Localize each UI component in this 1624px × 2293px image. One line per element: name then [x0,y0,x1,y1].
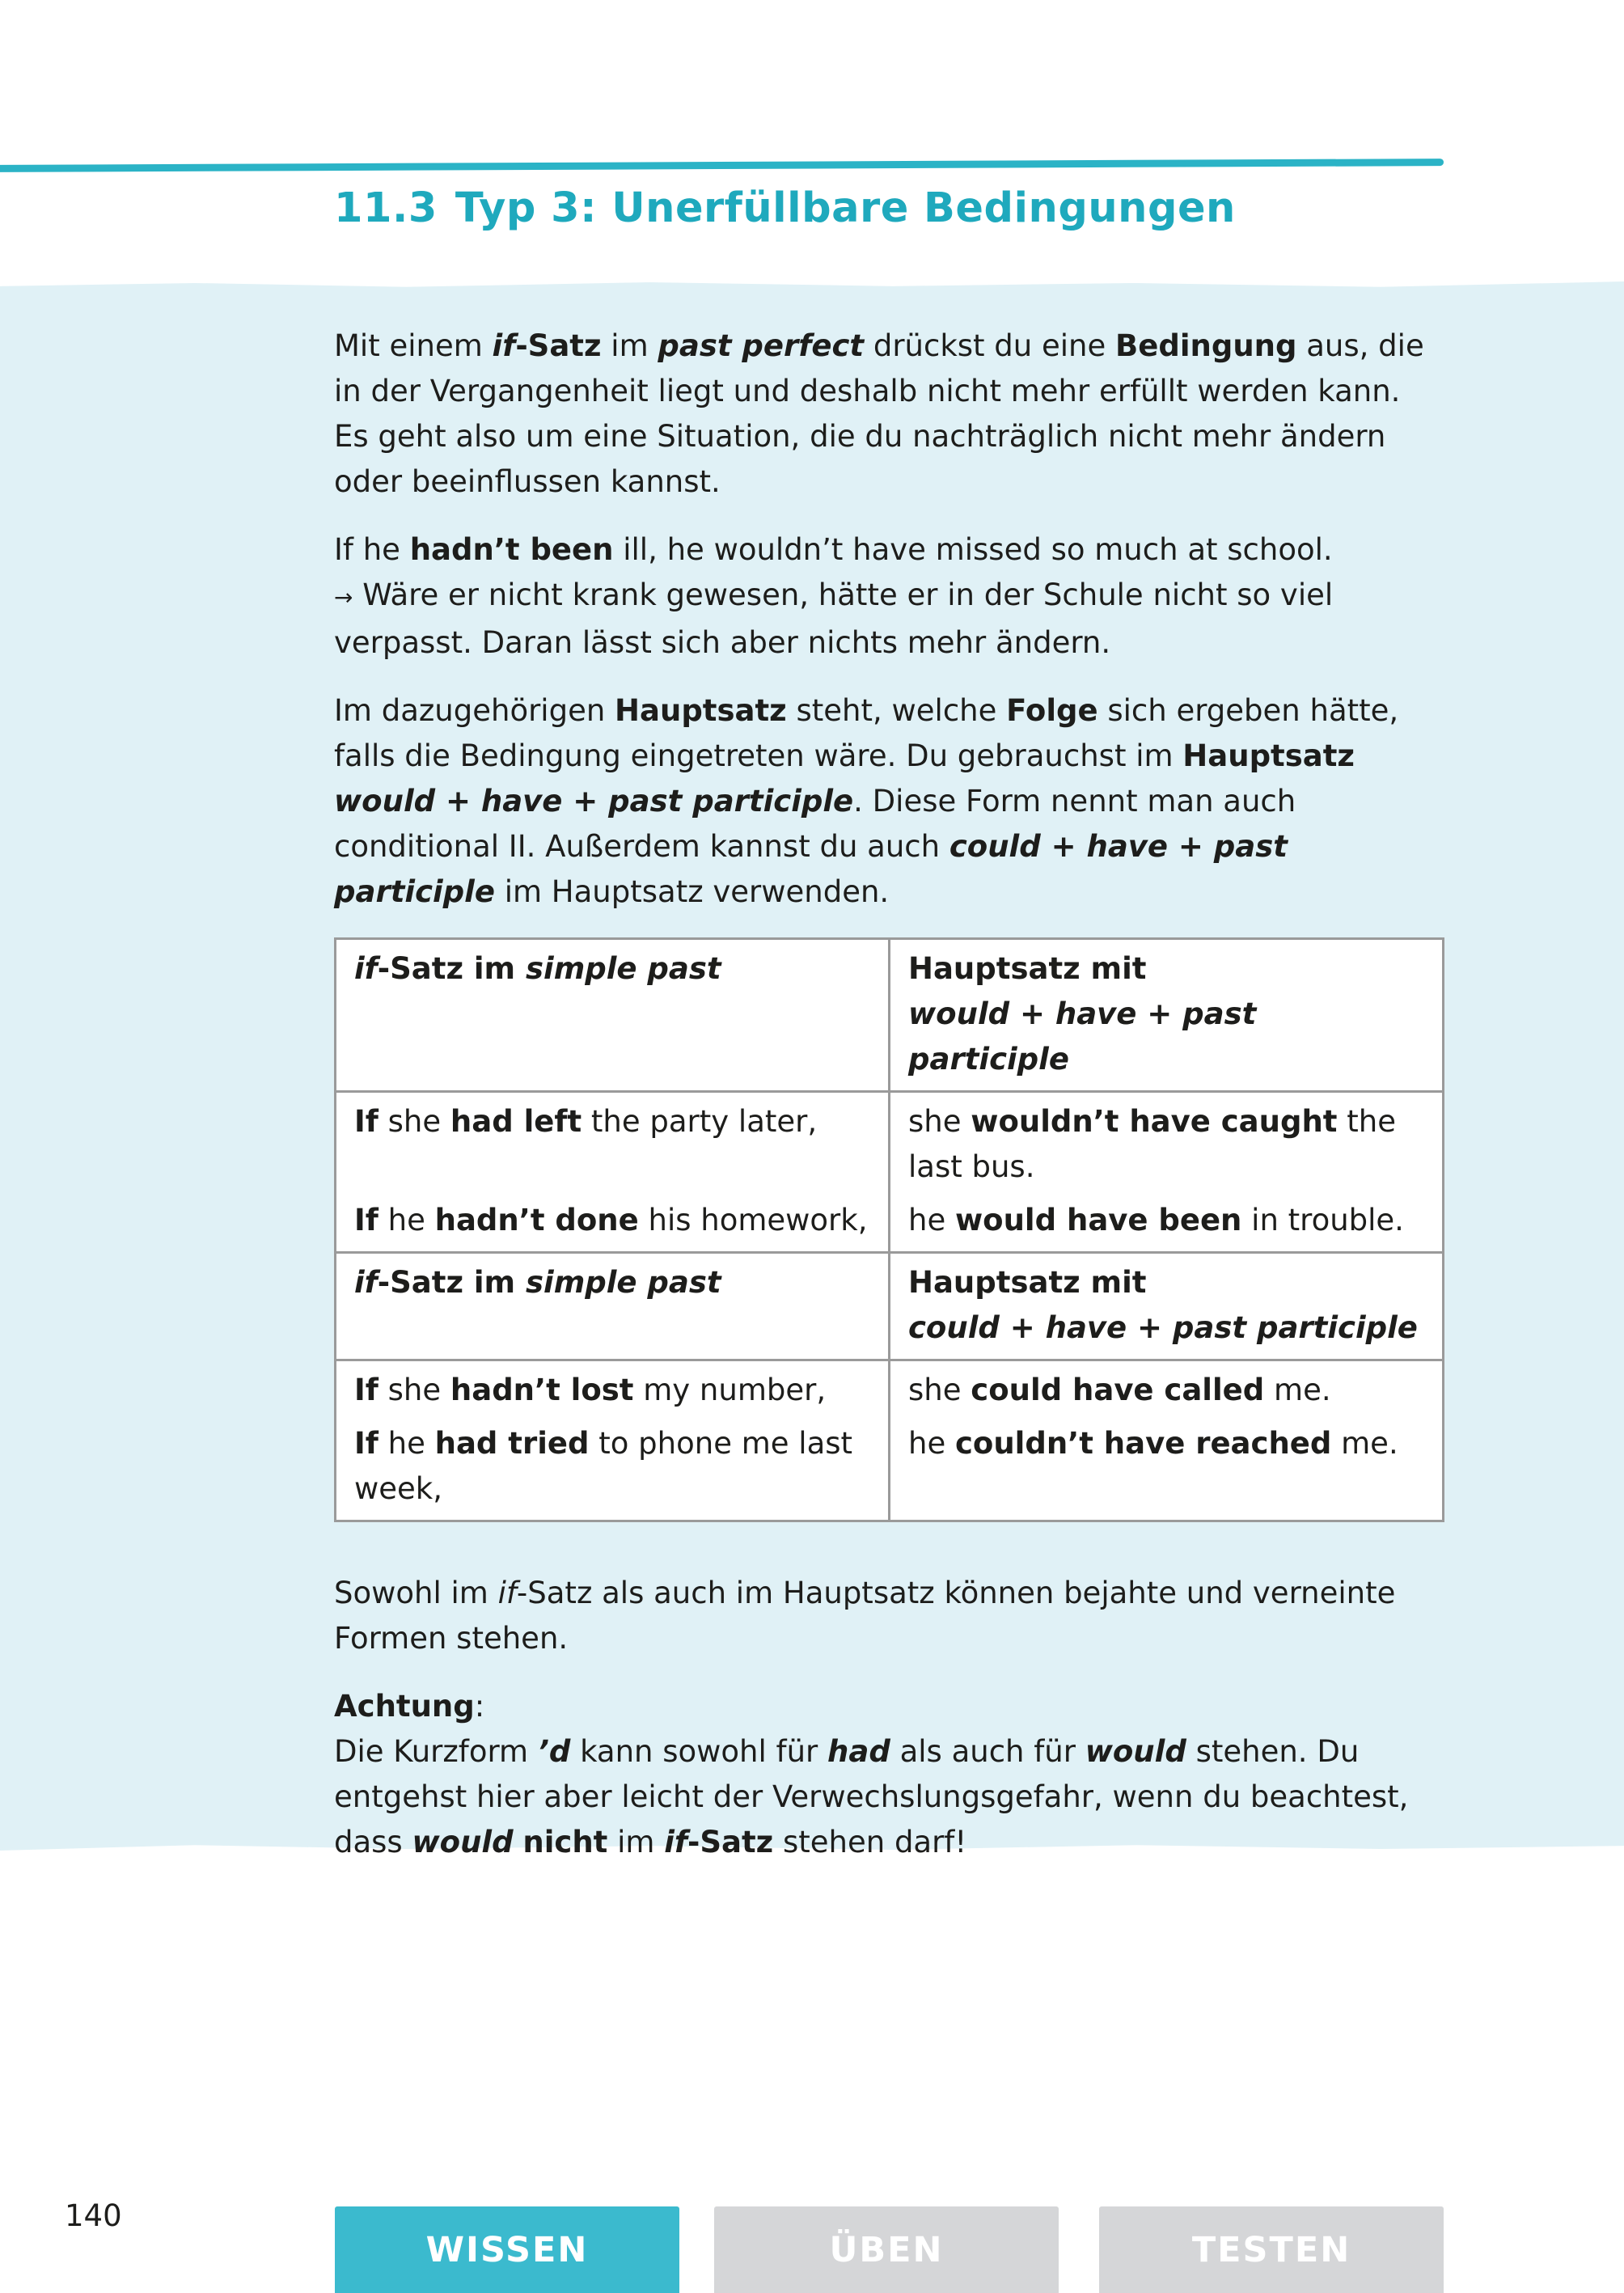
term: Hauptsatz [615,693,787,728]
term: past perfect [658,328,865,363]
term: couldn’t have reached [954,1426,1332,1461]
text: drückst du eine [864,328,1116,363]
term: Bedingung [1115,328,1297,363]
table-cell [336,1092,890,1199]
term: Folge [1006,693,1098,728]
text: im Hauptsatz verwenden. [494,874,890,909]
forms-paragraph [334,1571,1442,1661]
arrow-icon: → [334,584,353,611]
text: kann sowohl für [570,1734,828,1769]
table-row [336,1421,1444,1521]
tab-wissen[interactable]: WISSEN [335,2206,679,2293]
text: -Satz im [377,951,526,986]
term: would [412,1825,514,1859]
text: aus, die in der Vergangenheit liegt und deshalb nicht mehr erfüllt werden kann. Es geht also um eine Situation, die du nachträglich nicht mehr ändern oder beeinflussen kannst. [334,328,1424,499]
term: hadn’t been [409,532,614,567]
term: had [827,1734,890,1769]
table-header-cell [890,1253,1444,1360]
term: could have called [971,1373,1265,1407]
text: in trouble. [1241,1203,1404,1237]
term: ’d [537,1734,571,1769]
main-clause-paragraph [334,688,1442,915]
table-header-row [336,1253,1444,1360]
text: stehen darf! [773,1825,967,1859]
term: could + have + past participle [334,829,1288,909]
tab-testen[interactable]: TESTEN [1099,2206,1444,2293]
table-cell [890,1092,1444,1199]
term: could + have + past participle [908,1310,1418,1345]
text: Im dazugehörigen [334,693,615,728]
text: Sowohl im [334,1576,498,1610]
table-cell [890,1360,1444,1422]
text: : [474,1689,485,1724]
term: if [664,1825,687,1859]
example-paragraph [334,527,1442,666]
table-cell [336,1198,890,1253]
table-cell [336,1421,890,1521]
term: had left [450,1104,582,1139]
text: the party later, [582,1104,818,1139]
term: If [354,1104,379,1139]
section-heading [334,184,1236,232]
term: if [497,1576,517,1610]
table-cell [890,1421,1444,1521]
term: would + have + past participle [908,996,1257,1077]
term: if [354,1265,378,1300]
term: Hauptsatz [1182,738,1355,773]
table-header-cell [890,939,1444,1092]
section-title: Typ 3: Unerfüllbare Bedingungen [455,184,1236,232]
term: nicht [522,1825,608,1859]
term: hadn’t lost [450,1373,634,1407]
table-header-cell [336,1253,890,1360]
intro-paragraph [334,324,1442,505]
term: would + have + past participle [334,784,854,819]
table-row [336,1198,1444,1253]
text: she [378,1373,450,1407]
note-paragraph [334,1684,1442,1865]
text: he [378,1203,435,1237]
text: my number, [633,1373,827,1407]
note-label: Achtung [334,1689,475,1724]
content-area [334,324,1442,1888]
text: als auch für [890,1734,1085,1769]
table-row [336,1360,1444,1422]
text: Hauptsatz mit [908,1265,1147,1300]
text: he [378,1426,435,1461]
text: the last bus. [908,1104,1396,1184]
table-header-cell [336,939,890,1092]
term: hadn’t done [434,1203,639,1237]
term: if [492,328,516,363]
term: if [354,951,378,986]
text: . Diese Form nennt man auch conditional II. Außerdem kannst du auch [334,784,1296,864]
tab-ueben[interactable]: ÜBEN [714,2206,1059,2293]
conditional-table [334,937,1444,1522]
term: If [354,1373,379,1407]
table-header-row [336,939,1444,1092]
page-number: 140 [65,2198,122,2233]
text: he [908,1426,955,1461]
text: Die Kurzform [334,1734,538,1769]
top-rule [0,159,1444,172]
text: steht, welche [786,693,1007,728]
term: had tried [434,1426,590,1461]
text: ill, he wouldn’t have missed so much at school. [613,532,1333,567]
text [514,1825,523,1859]
text: Hauptsatz mit [908,951,1147,986]
term: would [1085,1734,1186,1769]
text: -Satz als auch im Hauptsatz können bejahte und verneinte Formen stehen. [334,1576,1396,1656]
text: im [601,328,658,363]
table-cell [336,1360,890,1422]
text: If he [334,532,410,567]
text: she [908,1104,971,1139]
text: he [908,1203,955,1237]
text: im [607,1825,665,1859]
text: me. [1331,1426,1398,1461]
text: sich ergeben hätte, falls die Bedingung eingetreten wäre. Du gebrauchst im [334,693,1399,773]
text: Wäre er nicht krank gewesen, hätte er in der Schule nicht so viel verpasst. Daran lässt sich aber nichts mehr ändern. [334,577,1334,660]
text: -Satz im [377,1265,526,1300]
section-number: 11.3 [334,184,438,232]
term: wouldn’t have caught [971,1104,1338,1139]
table-cell [890,1198,1444,1253]
term: would have been [954,1203,1242,1237]
text: she [378,1104,450,1139]
text: to phone me last week, [354,1426,853,1506]
text: stehen. Du entgehst hier aber leicht der Verwechslungsgefahr, wenn du beachtest, dass [334,1734,1409,1859]
table-row [336,1092,1444,1199]
term: -Satz [687,1825,774,1859]
text: she [908,1373,971,1407]
term: simple past [525,1265,721,1300]
term: -Satz [515,328,602,363]
term: simple past [525,951,721,986]
text: his homework, [638,1203,868,1237]
term: If [354,1203,379,1237]
term: If [354,1426,379,1461]
text: Mit einem [334,328,493,363]
text: me. [1264,1373,1331,1407]
